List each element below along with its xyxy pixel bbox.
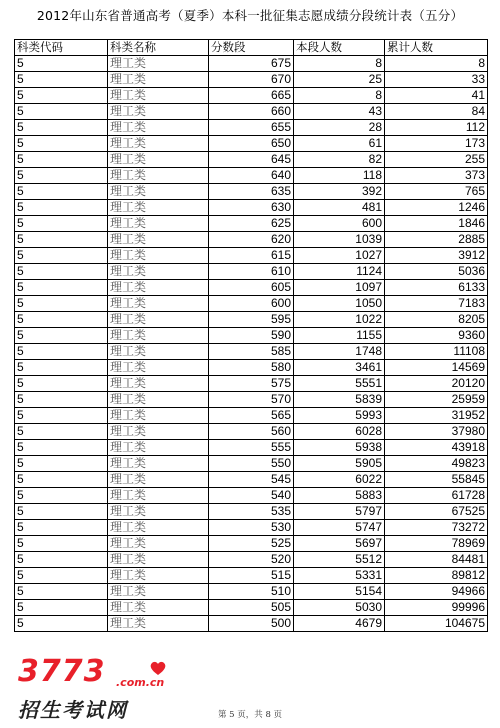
score-band-cell: 575	[209, 376, 294, 392]
category-code-cell: 5	[15, 408, 108, 424]
band-count-cell: 5747	[294, 520, 385, 536]
document-title: 2012年山东省普通高考（夏季）本科一批征集志愿成绩分段统计表（五分）	[36, 8, 464, 23]
band-count-cell: 1039	[294, 232, 385, 248]
table-row	[15, 424, 488, 440]
category-name-cell: 理工类	[108, 264, 209, 280]
cumulative-count-cell: 31952	[385, 408, 488, 424]
category-code-cell: 5	[15, 392, 108, 408]
cumulative-count-cell: 173	[385, 136, 488, 152]
table-row	[15, 600, 488, 616]
category-name-cell: 理工类	[108, 216, 209, 232]
category-code-cell: 5	[15, 136, 108, 152]
category-name-cell: 理工类	[108, 168, 209, 184]
table-row	[15, 200, 488, 216]
cumulative-count-cell: 373	[385, 168, 488, 184]
cumulative-count-cell: 67525	[385, 504, 488, 520]
category-code-cell: 5	[15, 184, 108, 200]
header-cumulative-count: 累计人数	[385, 40, 488, 56]
table-row	[15, 376, 488, 392]
band-count-cell: 5331	[294, 568, 385, 584]
band-count-cell: 8	[294, 56, 385, 72]
category-name-cell: 理工类	[108, 152, 209, 168]
category-name-cell: 理工类	[108, 600, 209, 616]
table-row	[15, 536, 488, 552]
band-count-cell: 5551	[294, 376, 385, 392]
category-name-cell: 理工类	[108, 472, 209, 488]
cumulative-count-cell: 78969	[385, 536, 488, 552]
band-count-cell: 1124	[294, 264, 385, 280]
score-band-cell: 660	[209, 104, 294, 120]
table-row	[15, 392, 488, 408]
category-code-cell: 5	[15, 232, 108, 248]
table-row	[15, 232, 488, 248]
table-row	[15, 360, 488, 376]
table-row	[15, 264, 488, 280]
table-row	[15, 248, 488, 264]
table-row	[15, 408, 488, 424]
category-name-cell: 理工类	[108, 424, 209, 440]
category-code-cell: 5	[15, 440, 108, 456]
band-count-cell: 82	[294, 152, 385, 168]
category-code-cell: 5	[15, 296, 108, 312]
score-band-cell: 520	[209, 552, 294, 568]
table-row	[15, 312, 488, 328]
table-row	[15, 56, 488, 72]
table-row	[15, 152, 488, 168]
table-row	[15, 440, 488, 456]
cumulative-count-cell: 2885	[385, 232, 488, 248]
table-row	[15, 504, 488, 520]
category-name-cell: 理工类	[108, 328, 209, 344]
table-row	[15, 104, 488, 120]
category-code-cell: 5	[15, 152, 108, 168]
cumulative-count-cell: 112	[385, 120, 488, 136]
band-count-cell: 5154	[294, 584, 385, 600]
score-band-cell: 515	[209, 568, 294, 584]
cumulative-count-cell: 14569	[385, 360, 488, 376]
category-name-cell: 理工类	[108, 520, 209, 536]
category-code-cell: 5	[15, 424, 108, 440]
category-code-cell: 5	[15, 88, 108, 104]
cumulative-count-cell: 84481	[385, 552, 488, 568]
band-count-cell: 392	[294, 184, 385, 200]
category-code-cell: 5	[15, 568, 108, 584]
cumulative-count-cell: 255	[385, 152, 488, 168]
table-row	[15, 216, 488, 232]
cumulative-count-cell: 7183	[385, 296, 488, 312]
cumulative-count-cell: 104675	[385, 616, 488, 632]
category-code-cell: 5	[15, 360, 108, 376]
score-band-cell: 635	[209, 184, 294, 200]
score-band-cell: 560	[209, 424, 294, 440]
site-watermark-logo	[12, 654, 202, 724]
score-band-cell: 620	[209, 232, 294, 248]
category-code-cell: 5	[15, 328, 108, 344]
category-name-cell: 理工类	[108, 136, 209, 152]
category-name-cell: 理工类	[108, 392, 209, 408]
category-name-cell: 理工类	[108, 536, 209, 552]
score-band-cell: 625	[209, 216, 294, 232]
category-code-cell: 5	[15, 584, 108, 600]
cumulative-count-cell: 1846	[385, 216, 488, 232]
band-count-cell: 481	[294, 200, 385, 216]
cumulative-count-cell: 1246	[385, 200, 488, 216]
table-row	[15, 120, 488, 136]
table-row	[15, 472, 488, 488]
header-score-band: 分数段	[209, 40, 294, 56]
category-code-cell: 5	[15, 248, 108, 264]
band-count-cell: 28	[294, 120, 385, 136]
score-band-cell: 665	[209, 88, 294, 104]
score-band-cell: 640	[209, 168, 294, 184]
category-code-cell: 5	[15, 376, 108, 392]
cumulative-count-cell: 41	[385, 88, 488, 104]
band-count-cell: 5883	[294, 488, 385, 504]
score-band-cell: 565	[209, 408, 294, 424]
score-band-cell: 510	[209, 584, 294, 600]
header-category-name: 科类名称	[108, 40, 209, 56]
band-count-cell: 6028	[294, 424, 385, 440]
category-name-cell: 理工类	[108, 312, 209, 328]
category-name-cell: 理工类	[108, 200, 209, 216]
category-name-cell: 理工类	[108, 344, 209, 360]
category-name-cell: 理工类	[108, 552, 209, 568]
header-band-count: 本段人数	[294, 40, 385, 56]
table-row	[15, 616, 488, 632]
table-row	[15, 296, 488, 312]
category-code-cell: 5	[15, 504, 108, 520]
header-category-code: 科类代码	[15, 40, 108, 56]
category-name-cell: 理工类	[108, 376, 209, 392]
score-band-cell: 630	[209, 200, 294, 216]
score-band-cell: 590	[209, 328, 294, 344]
table-row	[15, 280, 488, 296]
score-band-cell: 530	[209, 520, 294, 536]
category-code-cell: 5	[15, 120, 108, 136]
score-band-cell: 550	[209, 456, 294, 472]
cumulative-count-cell: 89812	[385, 568, 488, 584]
band-count-cell: 600	[294, 216, 385, 232]
cumulative-count-cell: 5036	[385, 264, 488, 280]
cumulative-count-cell: 61728	[385, 488, 488, 504]
cumulative-count-cell: 55845	[385, 472, 488, 488]
category-name-cell: 理工类	[108, 360, 209, 376]
band-count-cell: 3461	[294, 360, 385, 376]
category-code-cell: 5	[15, 280, 108, 296]
category-name-cell: 理工类	[108, 568, 209, 584]
table-row	[15, 584, 488, 600]
heart-icon	[148, 658, 168, 678]
category-code-cell: 5	[15, 168, 108, 184]
category-name-cell: 理工类	[108, 456, 209, 472]
band-count-cell: 43	[294, 104, 385, 120]
cumulative-count-cell: 73272	[385, 520, 488, 536]
cumulative-count-cell: 20120	[385, 376, 488, 392]
band-count-cell: 118	[294, 168, 385, 184]
band-count-cell: 5797	[294, 504, 385, 520]
category-name-cell: 理工类	[108, 232, 209, 248]
score-band-cell: 555	[209, 440, 294, 456]
band-count-cell: 5030	[294, 600, 385, 616]
watermark-number: 3773	[18, 654, 106, 689]
cumulative-count-cell: 8205	[385, 312, 488, 328]
band-count-cell: 1027	[294, 248, 385, 264]
score-band-cell: 540	[209, 488, 294, 504]
category-name-cell: 理工类	[108, 56, 209, 72]
category-code-cell: 5	[15, 520, 108, 536]
table-row	[15, 168, 488, 184]
cumulative-count-cell: 765	[385, 184, 488, 200]
band-count-cell: 8	[294, 88, 385, 104]
category-code-cell: 5	[15, 488, 108, 504]
score-band-cell: 610	[209, 264, 294, 280]
score-band-cell: 650	[209, 136, 294, 152]
table-row	[15, 568, 488, 584]
band-count-cell: 1022	[294, 312, 385, 328]
table-row	[15, 488, 488, 504]
cumulative-count-cell: 33	[385, 72, 488, 88]
band-count-cell: 4679	[294, 616, 385, 632]
category-name-cell: 理工类	[108, 88, 209, 104]
band-count-cell: 5993	[294, 408, 385, 424]
category-name-cell: 理工类	[108, 120, 209, 136]
category-code-cell: 5	[15, 472, 108, 488]
category-code-cell: 5	[15, 456, 108, 472]
cumulative-count-cell: 8	[385, 56, 488, 72]
score-band-cell: 670	[209, 72, 294, 88]
category-code-cell: 5	[15, 312, 108, 328]
band-count-cell: 25	[294, 72, 385, 88]
table-body	[15, 56, 488, 632]
cumulative-count-cell: 11108	[385, 344, 488, 360]
score-band-cell: 615	[209, 248, 294, 264]
table-row	[15, 88, 488, 104]
category-code-cell: 5	[15, 72, 108, 88]
category-name-cell: 理工类	[108, 104, 209, 120]
score-band-cell: 655	[209, 120, 294, 136]
score-band-cell: 580	[209, 360, 294, 376]
score-band-cell: 535	[209, 504, 294, 520]
score-band-cell: 570	[209, 392, 294, 408]
band-count-cell: 1097	[294, 280, 385, 296]
table-row	[15, 552, 488, 568]
table-row	[15, 136, 488, 152]
band-count-cell: 5697	[294, 536, 385, 552]
category-code-cell: 5	[15, 200, 108, 216]
table-row	[15, 328, 488, 344]
category-name-cell: 理工类	[108, 504, 209, 520]
table-row	[15, 520, 488, 536]
score-band-cell: 605	[209, 280, 294, 296]
band-count-cell: 1050	[294, 296, 385, 312]
score-band-cell: 595	[209, 312, 294, 328]
category-name-cell: 理工类	[108, 248, 209, 264]
cumulative-count-cell: 25959	[385, 392, 488, 408]
score-band-cell: 585	[209, 344, 294, 360]
cumulative-count-cell: 43918	[385, 440, 488, 456]
category-name-cell: 理工类	[108, 584, 209, 600]
watermark-subtitle: 招生考试网	[18, 698, 128, 722]
band-count-cell: 5938	[294, 440, 385, 456]
score-band-cell: 505	[209, 600, 294, 616]
score-band-cell: 645	[209, 152, 294, 168]
category-code-cell: 5	[15, 536, 108, 552]
category-code-cell: 5	[15, 344, 108, 360]
score-band-cell: 545	[209, 472, 294, 488]
score-band-cell: 525	[209, 536, 294, 552]
cumulative-count-cell: 84	[385, 104, 488, 120]
category-code-cell: 5	[15, 616, 108, 632]
category-name-cell: 理工类	[108, 296, 209, 312]
band-count-cell: 1748	[294, 344, 385, 360]
category-name-cell: 理工类	[108, 72, 209, 88]
score-table	[14, 39, 488, 632]
category-code-cell: 5	[15, 552, 108, 568]
table-row	[15, 184, 488, 200]
category-code-cell: 5	[15, 216, 108, 232]
category-code-cell: 5	[15, 600, 108, 616]
table-row	[15, 72, 488, 88]
score-band-cell: 500	[209, 616, 294, 632]
category-name-cell: 理工类	[108, 280, 209, 296]
band-count-cell: 6022	[294, 472, 385, 488]
category-code-cell: 5	[15, 56, 108, 72]
band-count-cell: 5905	[294, 456, 385, 472]
table-header-row	[15, 40, 488, 56]
page-footer: 第 5 页，共 8 页	[217, 710, 283, 720]
category-code-cell: 5	[15, 104, 108, 120]
band-count-cell: 5512	[294, 552, 385, 568]
band-count-cell: 61	[294, 136, 385, 152]
score-band-cell: 675	[209, 56, 294, 72]
cumulative-count-cell: 99996	[385, 600, 488, 616]
band-count-cell: 1155	[294, 328, 385, 344]
cumulative-count-cell: 37980	[385, 424, 488, 440]
cumulative-count-cell: 9360	[385, 328, 488, 344]
band-count-cell: 5839	[294, 392, 385, 408]
category-name-cell: 理工类	[108, 440, 209, 456]
cumulative-count-cell: 3912	[385, 248, 488, 264]
category-name-cell: 理工类	[108, 616, 209, 632]
table-row	[15, 344, 488, 360]
score-band-cell: 600	[209, 296, 294, 312]
category-code-cell: 5	[15, 264, 108, 280]
category-name-cell: 理工类	[108, 408, 209, 424]
category-name-cell: 理工类	[108, 488, 209, 504]
cumulative-count-cell: 94966	[385, 584, 488, 600]
watermark-domain: .com.cn	[116, 676, 165, 689]
cumulative-count-cell: 6133	[385, 280, 488, 296]
table-row	[15, 456, 488, 472]
cumulative-count-cell: 49823	[385, 456, 488, 472]
category-name-cell: 理工类	[108, 184, 209, 200]
